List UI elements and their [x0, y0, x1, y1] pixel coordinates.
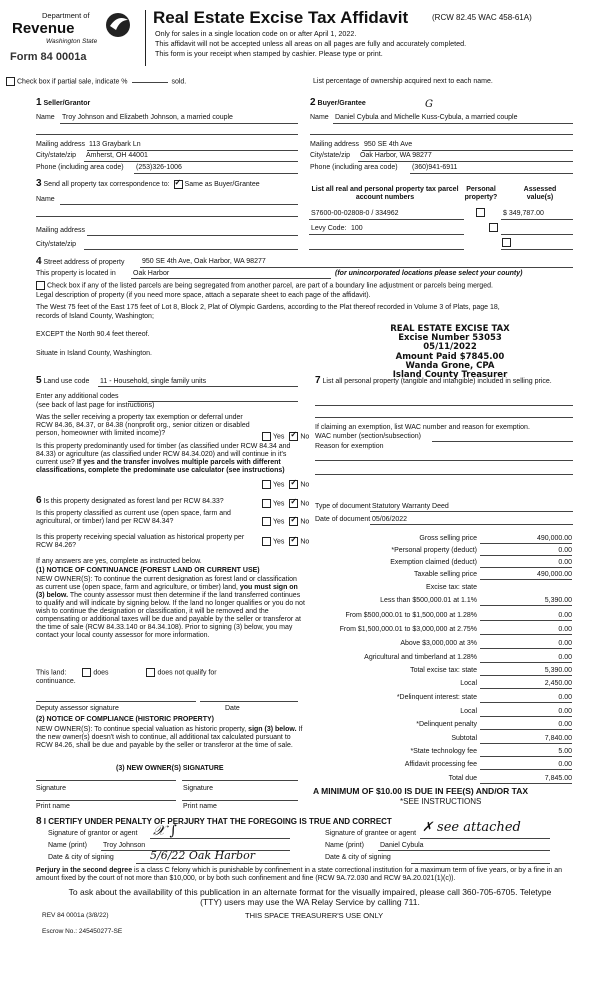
legal-description-2: records of Island County, Washington;: [36, 313, 154, 320]
document-date-label: Date of document: [315, 516, 371, 523]
calc-label: Taxable selling price: [413, 571, 477, 578]
exemption-yes-no: Yes ✓ No: [262, 432, 309, 441]
property-location-label: This property is located in: [36, 270, 116, 277]
forest-yes-checkbox[interactable]: [262, 499, 271, 508]
grantor-date-city-field[interactable]: 5/6/22 Oak Harbor: [150, 849, 255, 862]
new-owner-signature-heading: (3) NEW OWNER(S) SIGNATURE: [116, 765, 224, 772]
calc-value[interactable]: 0.00: [480, 721, 572, 730]
calc-value[interactable]: 0.00: [480, 761, 572, 770]
partial-sale-label: Check box if partial sale, indicate %: [17, 78, 128, 86]
notice-compliance-text: NEW OWNER(S): To continue special valuation as historic property, sign (3) below. If the new owner(s) doesn't wish to continue, all additional tax calculated pursuant to RCW 84.26, shall be due and payable by the seller or transferor at the time of sale.: [36, 726, 303, 750]
calc-value[interactable]: 7,840.00: [480, 735, 572, 744]
tax-correspondence-row: 3 Send all property tax correspondence to: ✓ Same as Buyer/Grantee: [36, 178, 260, 190]
assessed-value-field[interactable]: $ 349,787.00: [503, 210, 544, 217]
calc-label: *State technology fee: [410, 748, 477, 755]
forest-yes-no: Yes ✓ No: [262, 499, 309, 508]
grantee-name-field[interactable]: Daniel Cybula: [380, 842, 424, 849]
seller-name-label: Name: [36, 114, 55, 121]
exemption-reason-label: Reason for exemption: [315, 443, 384, 450]
current-use-question: Is this property classified as current use (open space, farm and agricultural, or timber) land per RCW 84.34?: [36, 510, 231, 526]
partial-percent-field[interactable]: [132, 82, 168, 83]
land-use-row: 5 Land use code: [36, 375, 90, 386]
document-type-field[interactable]: Statutory Warranty Deed: [372, 503, 449, 510]
form-title: Real Estate Excise Tax Affidavit: [153, 8, 409, 27]
calc-label: Above $3,000,000 at 3%: [400, 640, 477, 647]
personal-col-header: Personal property?: [464, 186, 498, 202]
partial-sale-row: [6, 77, 306, 86]
notice-continuance-text: NEW OWNER(S): To continue the current designation as forest land or classification as current use (open space, farm and agriculture, or timber) land, you must sign on (3) below. The county assessor must then determine if the land transferred continues to qualify and will indicate by signing below. If the land no longer qualifies or you do not wish to continue the designation or classification, it will be removed and the compensating or additional taxes will be due and payable by the seller or transferor at the time of sale (RCW 84.33.140 or 84.34.108). Prior to signing (3) below, you may contact your local county assessor for more information.: [36, 576, 305, 640]
notice-compliance-heading: (2) NOTICE OF COMPLIANCE (HISTORIC PROPERTY): [36, 716, 214, 723]
claim-exemption-label: If claiming an exemption, list WAC number and reason for exemption.: [315, 424, 530, 431]
levy-code-label: Levy Code:: [311, 225, 347, 232]
calc-value[interactable]: 0.00: [480, 694, 572, 703]
calc-label: Total excise tax: state: [410, 667, 477, 674]
buyer-heading: 2 Buyer/Grantee: [310, 97, 366, 108]
levy-code-field[interactable]: 100: [351, 225, 363, 232]
calc-label: Excise tax: state: [426, 584, 477, 591]
legal-description-4: Situate in Island County, Washington.: [36, 350, 152, 357]
seller-name-field[interactable]: Troy Johnson and Elizabeth Johnson, a married couple: [62, 114, 233, 121]
calc-label: Exemption claimed (deduct): [390, 559, 477, 566]
sec3-name-label: Name: [36, 196, 55, 203]
legal-description-label: Legal description of property (if you need more space, attach a separate sheet to each page of the affidavit).: [36, 292, 371, 299]
ownership-note: List percentage of ownership acquired next to each name.: [313, 78, 493, 85]
accessibility-notice: To ask about the availability of this publication in an alternate format for the visually impaired, please call 360-705-6705. Teletype (TTY) users may use the WA Relay Service by calling 711.: [68, 887, 552, 907]
calc-label: Subtotal: [451, 735, 477, 742]
buyer-address-label: Mailing address: [310, 141, 360, 148]
legal-description-3: EXCEPT the North 90.4 feet thereof.: [36, 331, 150, 338]
seller-city-label: City/state/zip: [36, 152, 77, 159]
grantee-signature-field[interactable]: ✗ see attached: [422, 820, 521, 835]
grantor-signature[interactable]: 𝒳 ∫: [153, 823, 177, 839]
seller-phone-label: Phone (including area code): [36, 164, 124, 171]
historic-yes-checkbox[interactable]: [262, 537, 271, 546]
header-note-3: This form is your receipt when stamped by cashier. Please type or print.: [155, 49, 383, 58]
seller-city-field[interactable]: Amherst, OH 44001: [86, 152, 148, 159]
buyer-name-label: Name: [310, 114, 329, 121]
personal-property-checkbox-3[interactable]: [502, 238, 511, 247]
document-type-label: Type of document: [315, 503, 371, 510]
dept-line1: Department of: [42, 11, 90, 20]
segregation-checkbox[interactable]: [36, 281, 45, 290]
property-location-field[interactable]: Oak Harbor: [133, 270, 170, 277]
owner-signature-label-2: Signature: [183, 785, 213, 792]
seller-address-field[interactable]: 113 Graybark Ln: [89, 141, 141, 148]
seller-phone-field[interactable]: (253)326-1006: [136, 164, 182, 171]
buyer-name-field[interactable]: Daniel Cybula and Michelle Kuss-Cybula, a married couple: [335, 114, 518, 121]
forest-no-checkbox[interactable]: [289, 499, 298, 508]
treasurer-stamp: REAL ESTATE EXCISE TAX Excise Number 53053 05/11/2022 Amount Paid $7845.00 Wanda Grone, CPA Island County Treasurer: [390, 324, 510, 380]
timber-no-checkbox[interactable]: [289, 480, 298, 489]
personal-property-checkbox-1[interactable]: [476, 208, 485, 217]
escrow-number: Escrow No.: 245450277-SE: [42, 928, 123, 935]
exemption-question: Was the seller receiving a property tax exemption or deferral under RCW 84.36, 84.37, or 84.38 (nonprofit org., senior citizen or disabled person, homeowner with limited income)?: [36, 414, 250, 438]
forest-question: 6 Is this property designated as forest land per RCW 84.33?: [36, 495, 224, 506]
notice-continuance-heading: (1) NOTICE OF CONTINUANCE (FOREST LAND OR CURRENT USE): [36, 567, 260, 574]
calc-label: *Delinquent interest: state: [396, 694, 477, 701]
calc-label: *Personal property (deduct): [391, 547, 477, 554]
header-note-1: Only for sales in a single location code on or after April 1, 2022.: [155, 29, 357, 38]
calc-value[interactable]: 490,000.00: [480, 571, 572, 580]
treasurer-use-label: THIS SPACE TREASURER'S USE ONLY: [245, 911, 384, 920]
deputy-date-label: Date: [225, 705, 240, 712]
buyer-phone-field[interactable]: (360)941-6911: [412, 164, 458, 171]
grantee-name-label: Name (print): [325, 842, 364, 849]
calc-label: From $500,000.01 to $1,500,000 at 1.28%: [345, 612, 477, 619]
land-does-checkbox[interactable]: [82, 668, 91, 677]
current-use-yes-checkbox[interactable]: [262, 517, 271, 526]
calc-value[interactable]: 490,000.00: [480, 535, 572, 544]
perjury-notice: Perjury in the second degree is a class C felony which is punishable by confinement in a state correctional institution for a maximum term of five years, or by a fine in an amount fixed by the court of not more than $10,000, or by both such confinement and fine (RCW 9A.72.030 and RCW 9A.20.021(1)(c)).: [36, 867, 563, 883]
continuance-label: continuance.: [36, 678, 76, 685]
grantor-name-field[interactable]: Troy Johnson: [103, 842, 146, 849]
parcel-number-field[interactable]: S7600-00-02808-0 / 334962: [311, 210, 399, 217]
calc-value[interactable]: 0.00: [480, 612, 572, 621]
calc-value[interactable]: 7,845.00: [480, 775, 572, 784]
calc-label: Local: [460, 680, 477, 687]
this-land-row: This land: does does not qualify for: [36, 669, 217, 677]
personal-property-list-label: 7 List all personal property (tangible and intangible) included in selling price.: [315, 375, 552, 386]
buyer-phone-label: Phone (including area code): [310, 164, 398, 171]
exemption-yes-checkbox[interactable]: [262, 432, 271, 441]
calc-label: From $1,500,000.01 to $3,000,000 at 2.75%: [339, 626, 477, 633]
property-location-note: (for unincorporated locations please select your county): [335, 270, 523, 277]
historic-yes-no: Yes ✓ No: [262, 537, 309, 546]
calc-label: Affidavit processing fee: [404, 761, 477, 768]
current-use-no-checkbox[interactable]: [289, 517, 298, 526]
owner-print-label-2: Print name: [183, 803, 217, 810]
wac-number-label: WAC number (section/subsection): [315, 433, 421, 440]
calc-label: Local: [460, 708, 477, 715]
grantee-date-label: Date & city of signing: [325, 854, 391, 861]
timber-yes-checkbox[interactable]: [262, 480, 271, 489]
legal-description-1: The West 75 feet of the East 175 feet of Lot 8, Block 2, Plat of Olympic Gardens, according to the Plat thereof recorded in Volume 3 of Plats, page 18,: [36, 304, 500, 311]
calc-value[interactable]: 2,450.00: [480, 680, 572, 689]
see-instructions-note: *SEE INSTRUCTIONS: [400, 797, 482, 806]
seller-address-label: Mailing address: [36, 141, 86, 148]
sec3-city-label: City/state/zip: [36, 241, 77, 248]
header-note-2: This affidavit will not be accepted unless all areas on all pages are fully and accurately completed.: [155, 39, 467, 48]
deputy-signature-label: Deputy assessor signature: [36, 705, 119, 712]
personal-property-checkbox-2[interactable]: [489, 223, 498, 232]
owner-print-label-1: Print name: [36, 803, 70, 810]
buyer-address-field[interactable]: 950 SE 4th Ave: [364, 141, 413, 148]
certify-heading: 8 I CERTIFY UNDER PENALTY OF PERJURY THAT THE FOREGOING IS TRUE AND CORRECT: [36, 816, 392, 827]
partial-sold-label: sold.: [171, 78, 187, 86]
calc-value[interactable]: 0.00: [480, 559, 572, 568]
dor-logo: [8, 10, 140, 68]
calc-label: Less than $500,000.01 at 1.1%: [380, 597, 477, 604]
calc-label: Gross selling price: [419, 535, 477, 542]
if-yes-note: If any answers are yes, complete as instructed below.: [36, 558, 202, 565]
dept-line2: Revenue: [12, 20, 75, 37]
parcel-col-header: List all real and personal property tax parcel account numbers: [311, 186, 459, 202]
timber-yes-no: Yes ✓ No: [262, 480, 309, 489]
timber-question: Is this property predominantly used for timber (as classified under RCW 84.34 and 84.33) or agriculture (as classified under RCW 84.34.020) and will continue in it's current use? If yes and the transfer involves multiple parcels with different classifications, complete the predominate use calculator (see instructions): [36, 443, 291, 475]
land-does-not-checkbox[interactable]: [146, 668, 155, 677]
historic-no-checkbox[interactable]: [289, 537, 298, 546]
grantor-signature-label: Signature of grantor or agent: [48, 830, 138, 837]
segregation-row: Check box if any of the listed parcels are being segregated from another parcel, are part of a boundary line adjustment or parcels being merged.: [36, 281, 581, 290]
calc-value[interactable]: 0.00: [480, 626, 572, 635]
same-as-buyer-checkbox[interactable]: [174, 180, 183, 189]
partial-sale-checkbox[interactable]: [6, 77, 15, 86]
grantor-name-label: Name (print): [48, 842, 87, 849]
sec3-address-label: Mailing address: [36, 227, 86, 234]
calc-label: Agricultural and timberland at 1.28%: [364, 654, 477, 661]
buyer-city-field[interactable]: Oak Harbor, WA 98277: [360, 152, 432, 159]
street-address-field[interactable]: 950 SE 4th Ave, Oak Harbor, WA 98277: [142, 258, 266, 265]
current-use-yes-no: Yes ✓ No: [262, 517, 309, 526]
owner-signature-label-1: Signature: [36, 785, 66, 792]
calc-label: Total due: [448, 775, 477, 782]
calc-value[interactable]: 5.00: [480, 748, 572, 757]
historic-question: Is this property receiving special valuation as historical property per RCW 84.26?: [36, 534, 245, 550]
calc-value[interactable]: 0.00: [480, 640, 572, 649]
calc-value[interactable]: 5,390.00: [480, 667, 572, 676]
calc-label: *Delinquent penalty: [416, 721, 477, 728]
form-number: Form 84 0001a: [10, 51, 87, 63]
calc-value[interactable]: 0.00: [480, 547, 572, 556]
grantee-signature-label: Signature of grantee or agent: [325, 830, 417, 837]
dor-emblem-icon: [104, 10, 132, 40]
calc-value[interactable]: 0.00: [480, 708, 572, 717]
form-rcw: (RCW 82.45 WAC 458-61A): [432, 13, 532, 22]
revision-label: REV 84 0001a (3/8/22): [42, 912, 109, 919]
minimum-due-note: A MINIMUM OF $10.00 IS DUE IN FEE(S) AND/OR TAX: [313, 786, 529, 796]
assessed-col-header: Assessed value(s): [523, 186, 557, 202]
land-use-field[interactable]: 11 - Household, single family units: [100, 378, 207, 385]
calc-value[interactable]: 0.00: [480, 654, 572, 663]
document-date-field[interactable]: 05/06/2022: [372, 516, 408, 523]
dept-line3: Washington State: [46, 38, 98, 45]
additional-codes-label: Enter any additional codes: [36, 393, 119, 400]
seller-heading: 1 Seller/Grantor: [36, 97, 91, 108]
exemption-no-checkbox[interactable]: [289, 432, 298, 441]
street-address-row: 4 Street address of property: [36, 256, 125, 267]
see-back-note: (see back of last page for instructions): [36, 402, 155, 409]
grantor-date-label: Date & city of signing: [48, 854, 114, 861]
calc-value[interactable]: 5,390.00: [480, 597, 572, 606]
buyer-handwritten-mark: G: [425, 99, 433, 110]
buyer-city-label: City/state/zip: [310, 152, 351, 159]
